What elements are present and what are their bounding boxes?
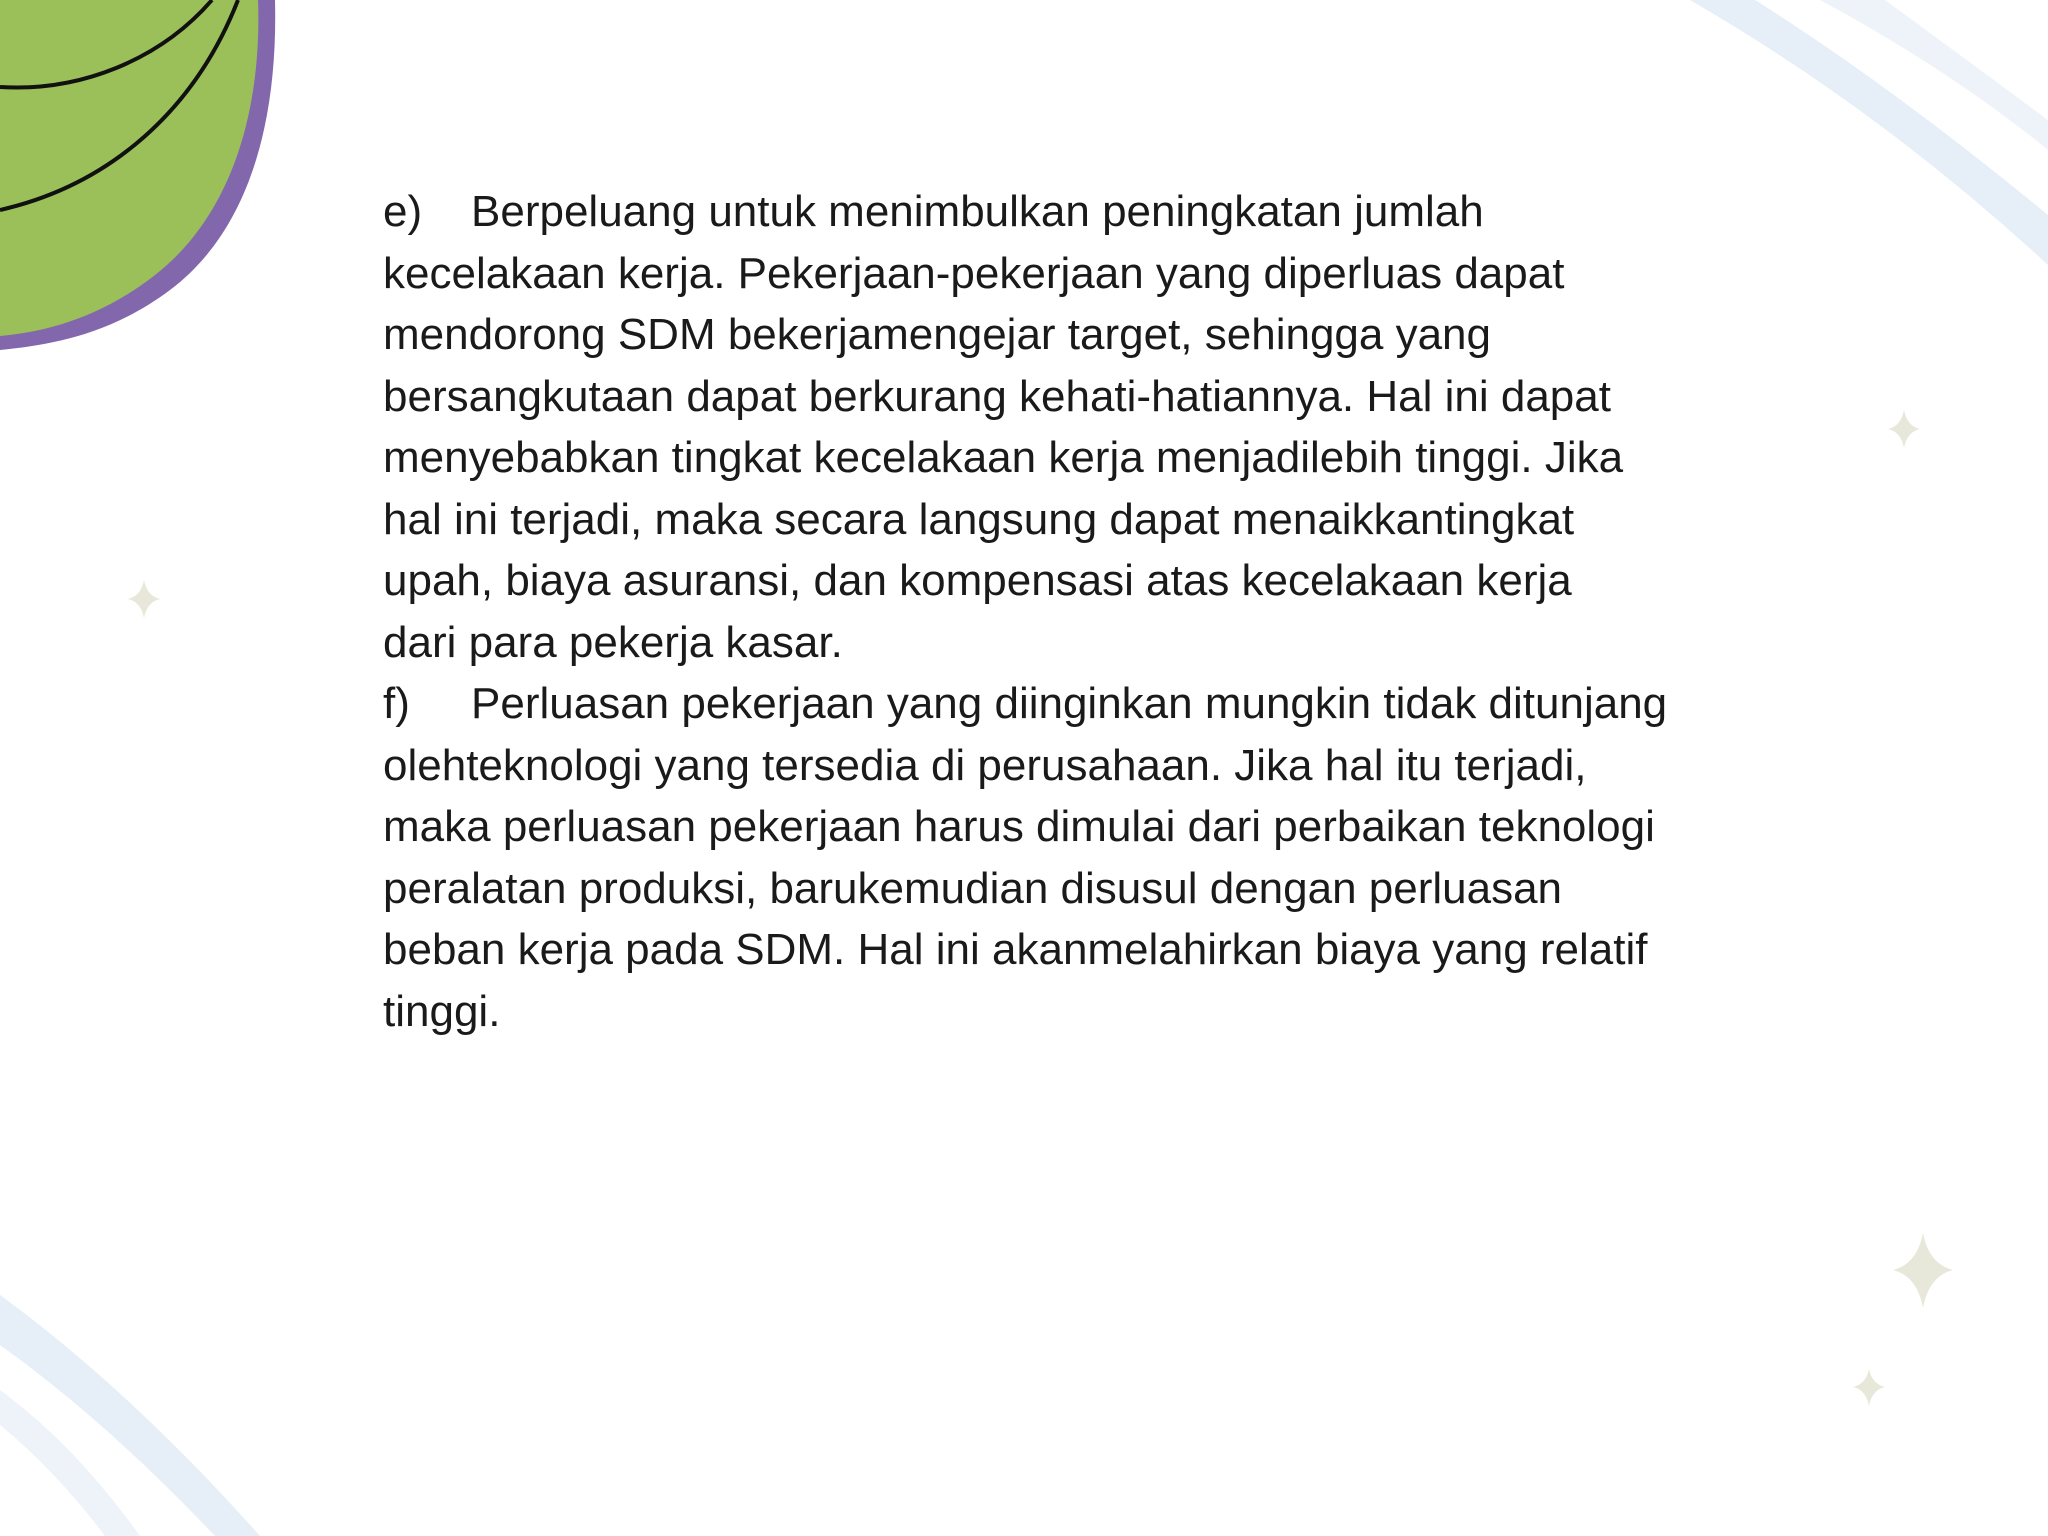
text-line: menyebabkan tingkat kecelakaan kerja menjadilebih tinggi. Jika xyxy=(383,433,1624,482)
text-line: tinggi. xyxy=(383,986,501,1036)
bottom-left-swoosh-1 xyxy=(0,1295,260,1536)
text-line: maka perluasan pekerjaan harus dimulai dari perbaikan teknologi xyxy=(383,802,1655,851)
sparkle-icon-right-large xyxy=(1893,1233,1953,1308)
text-line: f) Perluasan pekerjaan yang diinginkan mungkin tidak ditunjang xyxy=(383,679,1668,728)
text-line: peralatan produksi, barukemudian disusul dengan perluasan xyxy=(383,863,1563,913)
leaf-green-shape xyxy=(0,0,258,336)
text-line: upah, biaya asuransi, dan kompensasi atas kecelakaan kerja xyxy=(383,556,1572,605)
sparkle-icon-right-top xyxy=(1888,410,1920,448)
sparkle-icon-left xyxy=(128,580,160,618)
text-line: kecelakaan kerja. Pekerjaan-pekerjaan yang diperluas dapat xyxy=(383,248,1565,298)
text-line: dari para pekerja kasar. xyxy=(383,617,843,667)
text-line: e) Berpeluang untuk menimbulkan peningkatan jumlah xyxy=(383,187,1484,236)
text-line: beban kerja pada SDM. Hal ini akanmelahirkan biaya yang relatif xyxy=(383,925,1648,974)
text-line: bersangkutaan dapat berkurang kehati-hatiannya. Hal ini dapat xyxy=(383,371,1611,421)
text-line: olehteknologi yang tersedia di perusahaan. Jika hal itu terjadi, xyxy=(383,740,1587,790)
text-line: mendorong SDM bekerjamengejar target, sehingga yang xyxy=(383,310,1491,359)
text-line: hal ini terjadi, maka secara langsung dapat menaikkantingkat xyxy=(383,494,1575,544)
sparkle-icon-right-small xyxy=(1853,1369,1885,1406)
body-text xyxy=(383,181,1803,1042)
